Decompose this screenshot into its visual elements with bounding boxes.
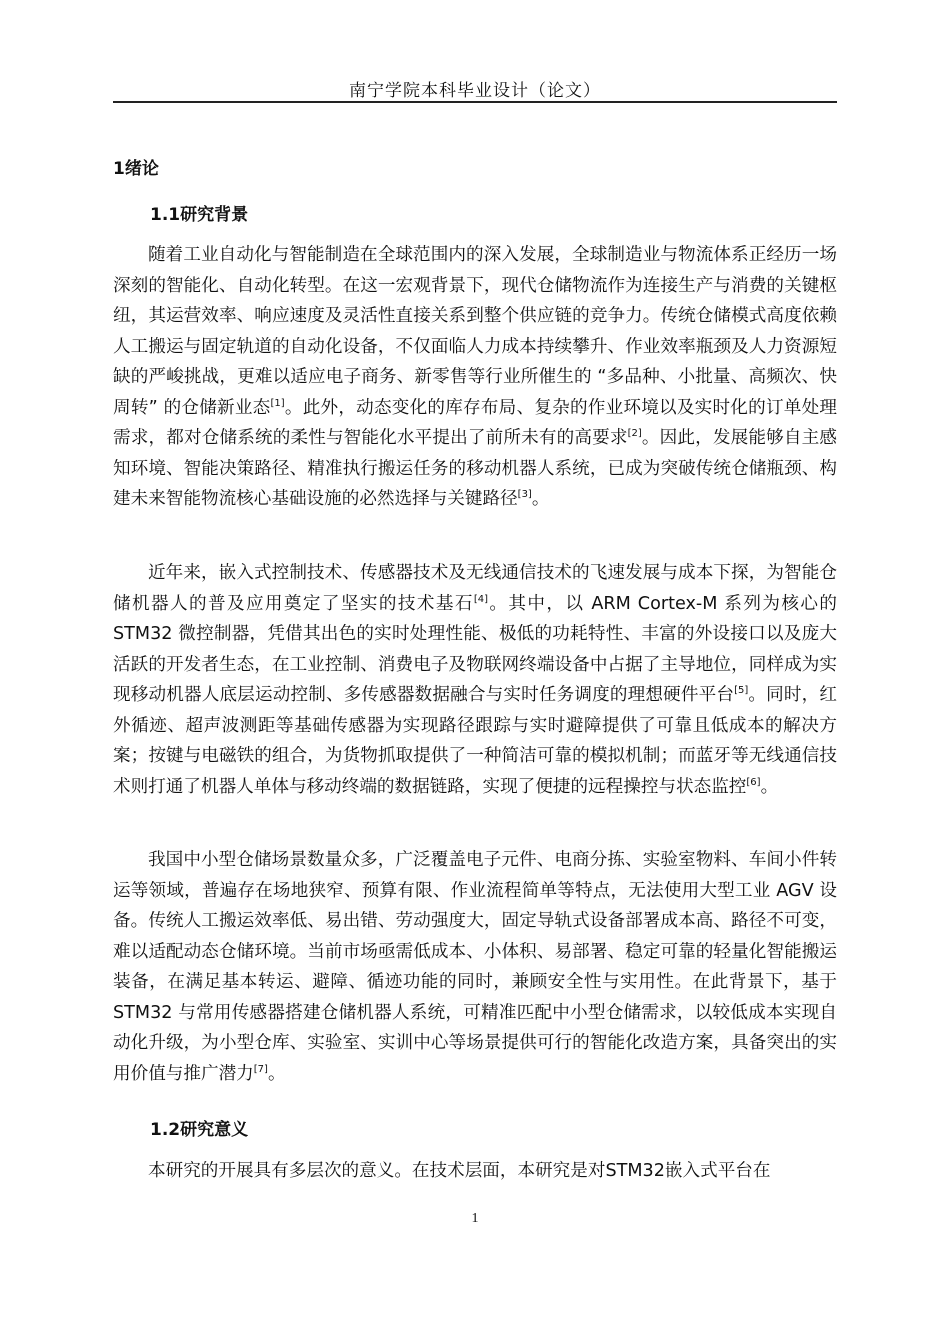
citation: [3] — [517, 489, 532, 500]
citation: [4] — [473, 593, 489, 605]
section-title-significance: 1.2研究意义 — [150, 1120, 249, 1140]
citation: [7] — [253, 1063, 268, 1075]
citation: [2] — [627, 428, 642, 439]
chapter-title: 1绪论 — [113, 159, 159, 179]
citation: [1] — [270, 397, 285, 409]
paragraph-significance-1: 本研究的开展具有多层次的意义。在技术层面，本研究是对STM32嵌入式平台在 — [148, 1161, 771, 1181]
paragraph-background-3: 我国中小型仓储场景数量众多，广泛覆盖电子元件、电商分拣、实验室物料、车间小件转运等领域，普遍存在场地狭窄、预算有限、作业流程简单等特点，无法使用大型工业 AGV 设备。传统人工搬运效率低、易出错、劳动强度大，固定导轨式设备部署成本高、路径不可变，难以适配动态仓储环境。当前市场亟需低成本、小体积、易部署、稳定可靠的轻量化智能搬运装备，在满足基本转运、避障、循迹功能的同时，兼顾安全性与实用性。在此背景下，基于 STM32 与常用传感器搭建仓储机器人系统，可精准匹配中小型仓储需求，以较低成本实现自动化升级，为小型仓库、实验室、实训中心等场景提供可行的智能化改造方案，具备突出的实用价值与推广潜力[7]。 — [113, 850, 837, 1084]
paragraph-background-2: 近年来，嵌入式控制技术、传感器技术及无线通信技术的飞速发展与成本下探，为智能仓储机器人的普及应用奠定了坚实的技术基石[4]。其中，以 ARM Cortex-M 系列为核心的 STM32 微控制器，凭借其出色的实时处理性能、极低的功耗特性、丰富的外设接口以及庞大活跃的开发者生态，在工业控制、消费电子及物联网终端设备中占据了主导地位，同样成为实现移动机器人底层运动控制、多传感器数据融合与实时任务调度的理想硬件平台[5]。同时，红外循迹、超声波测距等基础传感器为实现路径跟踪与实时避障提供了可靠且低成本的解决方案；按键与电磁铁的组合，为货物抓取提供了一种简洁可靠的模拟机制；而蓝牙等无线通信技术则打通了机器人单体与移动终端的数据链路，实现了便捷的远程操控与状态监控[6]。 — [113, 563, 837, 797]
running-header: 南宁学院本科毕业设计（论文） — [349, 81, 601, 101]
paragraph-background-1: 随着工业自动化与智能制造在全球范围内的深入发展，全球制造业与物流体系正经历一场深刻的智能化、自动化转型。在这一宏观背景下，现代仓储物流作为连接生产与消费的关键枢纽，其运营效率、响应速度及灵活性直接关系到整个供应链的竞争力。传统仓储模式高度依赖人工搬运与固定轨道的自动化设备，不仅面临人力成本持续攀升、作业效率瓶颈及人力资源短缺的严峻挑战，更难以适应电子商务、新零售等行业所催生的 “多品种、小批量、高频次、快周转” 的仓储新业态[1]。此外，动态变化的库存布局、复杂的作业环境以及实时化的订单处理需求，都对仓储系统的柔性与智能化水平提出了前所未有的高要求[2]。因此，发展能够自主感知环境、智能决策路径、精准执行搬运任务的移动机器人系统，已成为突破传统仓储瓶颈、构建未来智能物流核心基础设施的必然选择与关键路径[3]。 — [113, 245, 837, 509]
section-title-background: 1.1研究背景 — [150, 205, 249, 225]
citation: [5] — [734, 685, 749, 696]
page-number: 1 — [471, 1211, 479, 1226]
header-rule — [113, 101, 837, 103]
citation: [6] — [746, 776, 761, 788]
